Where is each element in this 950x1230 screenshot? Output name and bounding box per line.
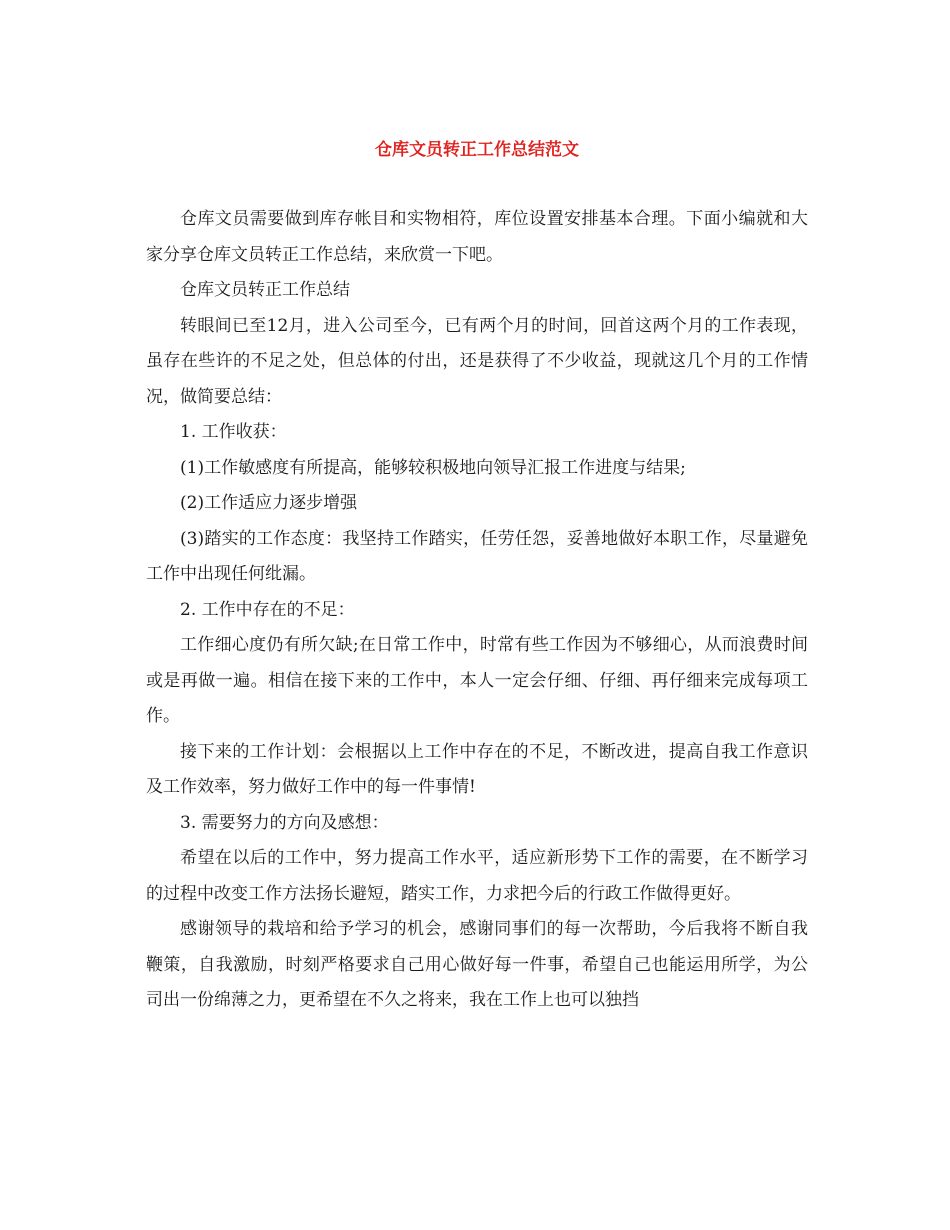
list-item-gain-2: (2)工作适应力逐步增强	[180, 493, 358, 513]
paragraph-intro: 仓库文员需要做到库存帐目和实物相符，库位设置安排基本合理。下面小编就和大家分享仓库文员转正工作总结，来欣赏一下吧。	[146, 209, 808, 265]
section-heading-shortcomings: 2. 工作中存在的不足：	[180, 599, 355, 620]
paragraph-subtitle: 仓库文员转正工作总结	[180, 280, 350, 300]
document-title: 仓库文员转正工作总结范文	[375, 140, 579, 160]
paragraph-thanks: 感谢领导的栽培和给予学习的机会，感谢同事们的每一次帮助，今后我将不断自我鞭策，自我激励，时刻严格要求自己用心做好每一件事，希望自己也能运用所学，为公司出一份绵薄之力，更希望在不久之将来，我在工作上也可以独挡	[146, 919, 808, 1010]
section-heading-gains: 1. 工作收获：	[180, 422, 287, 442]
paragraph-overview: 转眼间已至12月，进入公司至今，已有两个月的时间，回首这两个月的工作表现，虽存在些许的不足之处，但总体的付出，还是获得了不少收益，现就这几个月的工作情况，做简要总结：	[146, 315, 808, 407]
section-heading-direction: 3. 需要努力的方向及感想：	[180, 812, 389, 833]
paragraph-direction: 希望在以后的工作中，努力提高工作水平，适应新形势下工作的需要，在不断学习的过程中改变工作方法扬长避短，踏实工作，力求把今后的行政工作做得更好。	[146, 848, 808, 904]
paragraph-shortcomings: 工作细心度仍有所欠缺;在日常工作中，时常有些工作因为不够细心，从而浪费时间或是再做一遍。相信在接下来的工作中，本人一定会仔细、仔细、再仔细来完成每项工作。	[146, 635, 808, 726]
paragraph-plan: 接下来的工作计划：会根据以上工作中存在的不足，不断改进，提高自我工作意识及工作效率，努力做好工作中的每一件事情!	[146, 741, 808, 797]
document-page	[146, 130, 808, 1019]
list-item-gain-3: (3)踏实的工作态度：我坚持工作踏实，任劳任怨，妥善地做好本职工作，尽量避免工作中出现任何纰漏。	[146, 528, 808, 584]
list-item-gain-1: (1)工作敏感度有所提高，能够较积极地向领导汇报工作进度与结果;	[180, 457, 686, 478]
